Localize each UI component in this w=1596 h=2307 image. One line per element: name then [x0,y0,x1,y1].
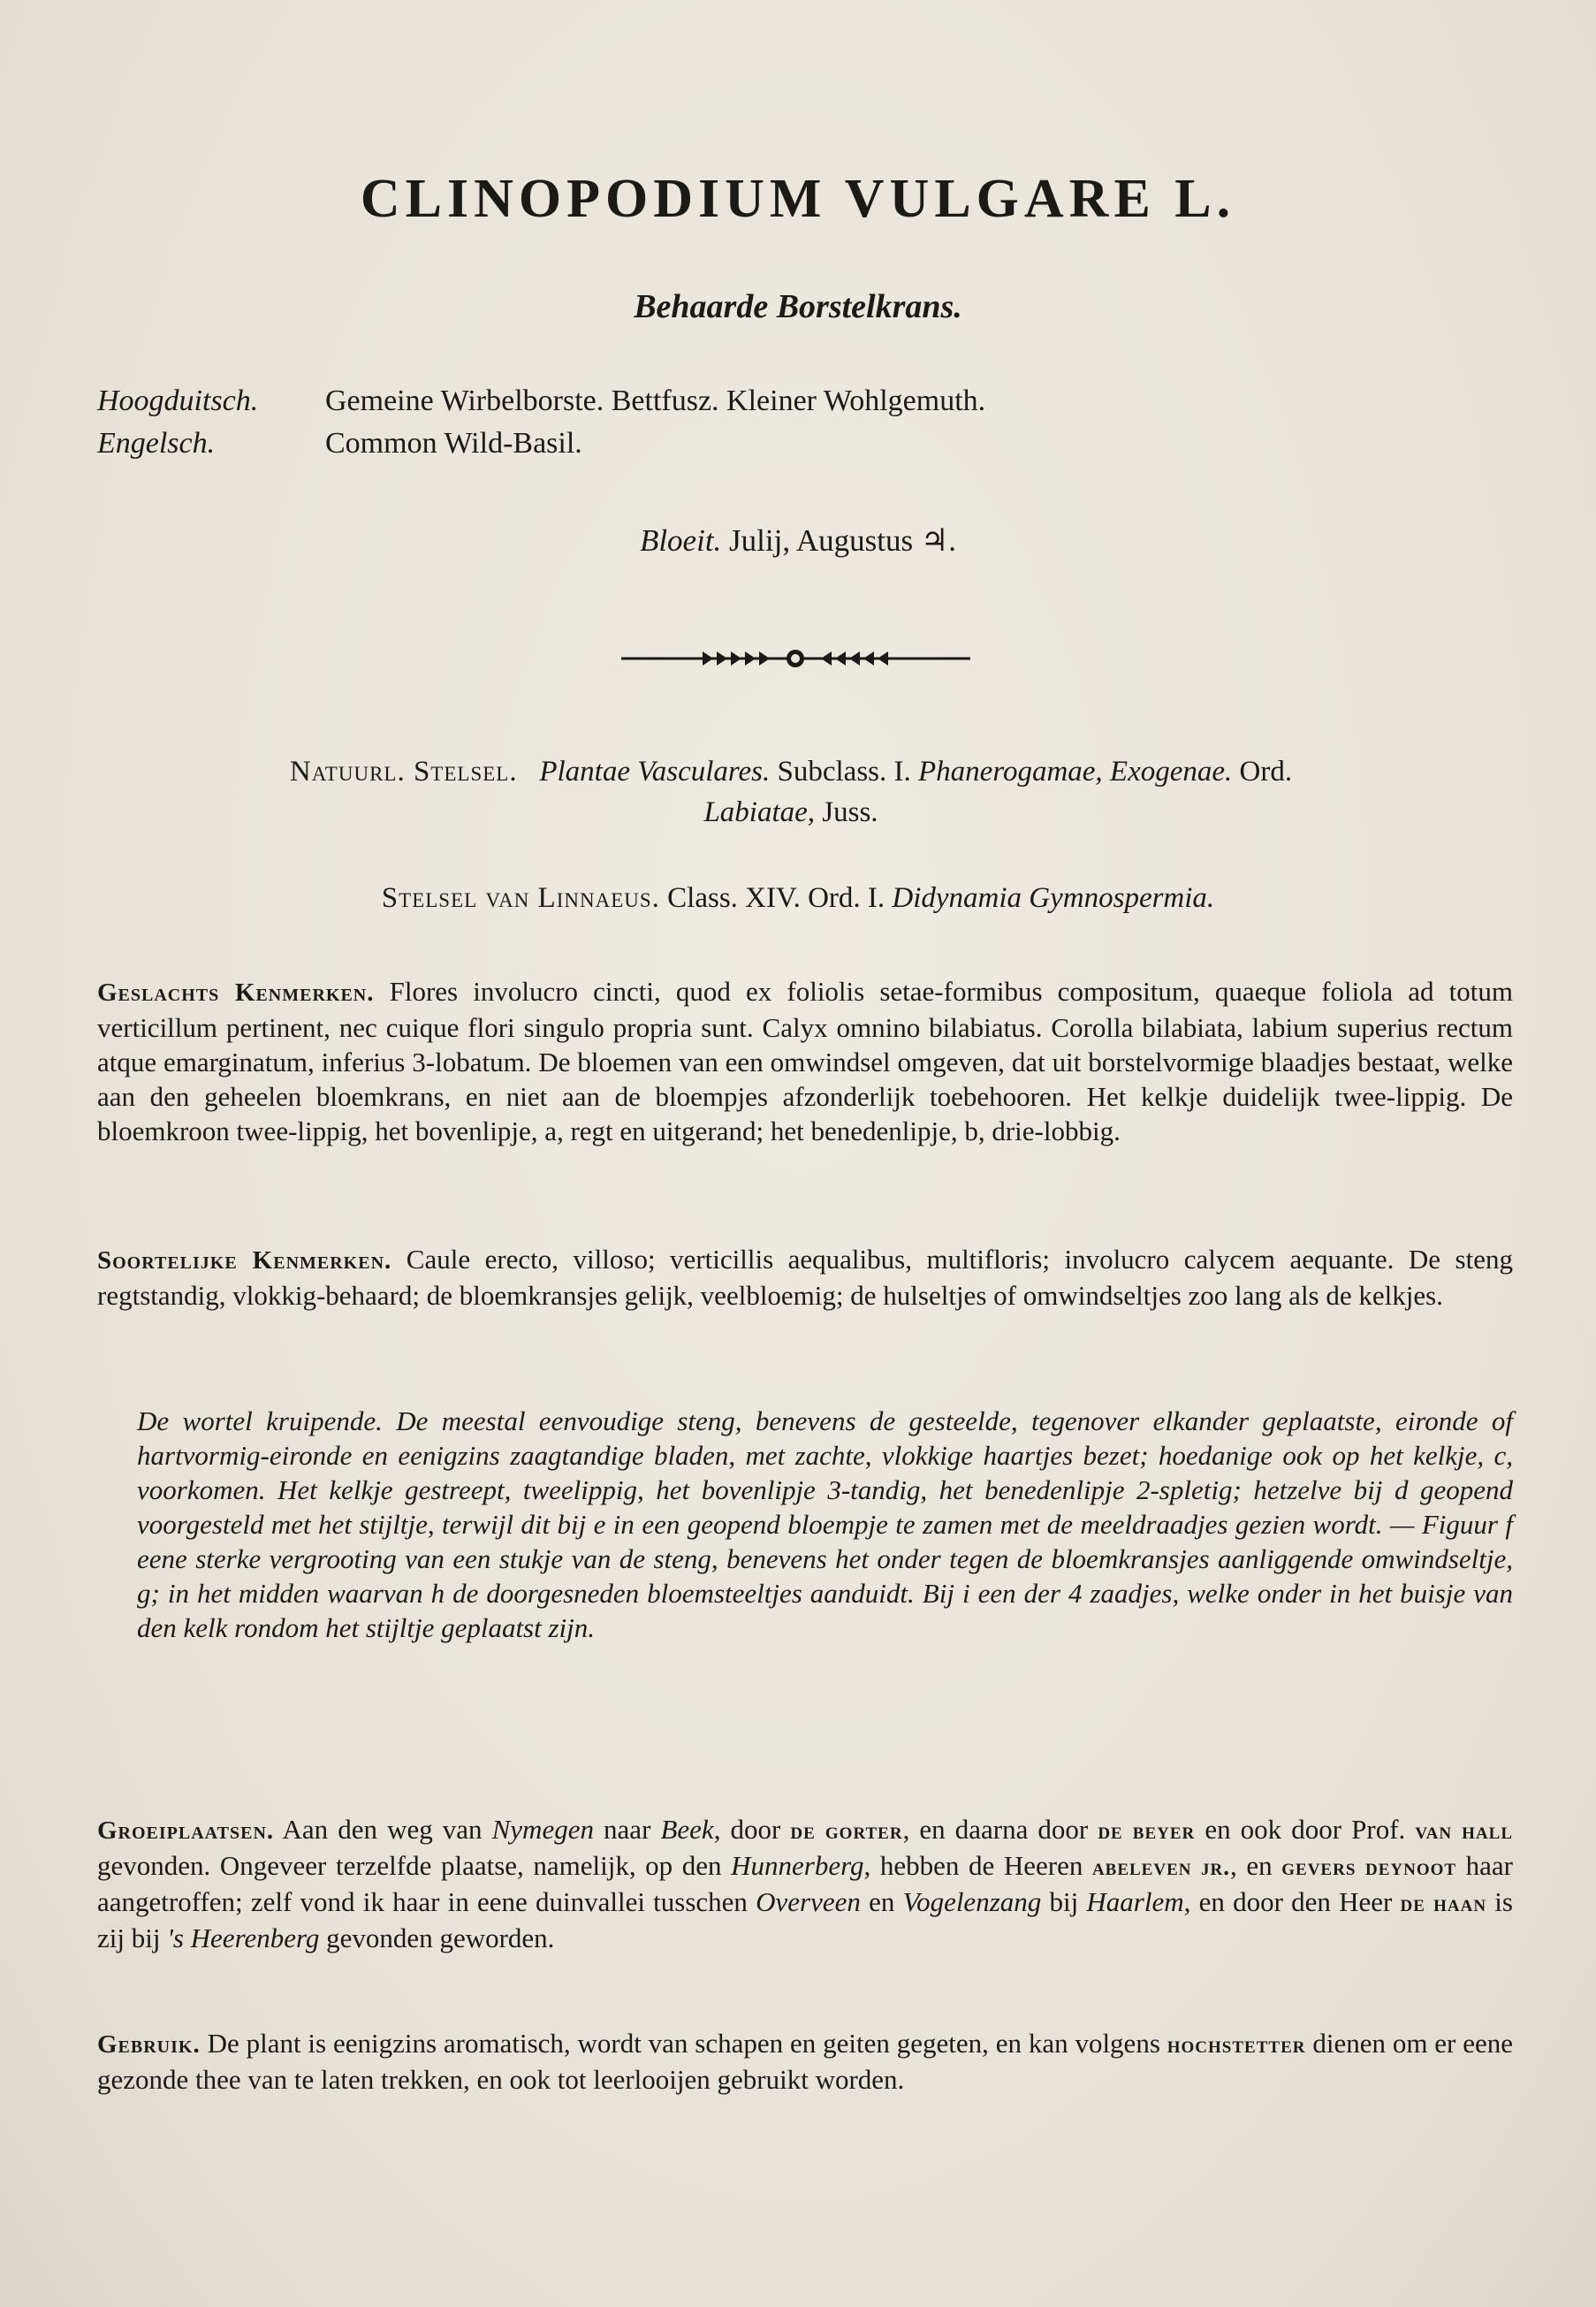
dutch-common-name: Behaarde Borstelkrans. [634,288,962,325]
text: , hebben de Heeren [863,1850,1092,1881]
place-name: Overveen [756,1886,861,1917]
system-text: Plantae Vasculares. [539,756,771,788]
person-name: de gorter [790,1817,903,1844]
text: en ook door Prof. [1195,1814,1416,1845]
use-section [97,2026,1513,2097]
text: dienen om er eene gezonde thee van te laten trekken, en ook tot leerlooijen gebruikt worden. [97,2028,1514,2095]
person-name: hochstetter [1167,2031,1306,2058]
paragraph-text: Flores involucro cincti, quod ex foliolis setae-formibus compositum, quaeque foliola ad totum verticillum pertinent, nec cuique flori singulo propria sunt. Calyx omnino bilabiatus. Corolla bilabiata, labium superius rectum atque emarginatum, inferius 3-lobatum. De bloemen van een omwindsel omgeven, dat uit borstelvormige blaadjes bestaat, welke aan den geheelen bloemkrans, en niet aan de bloempjes afzonderlijk toebehooren. Het kelkje duidelijk twee-lippig. De bloemkroon twee-lippig, het bovenlipje, a, regt en uitgerand; het benedenlipje, b, drie-lobbig. [97,976,1513,1146]
text: gevonden geworden. [319,1922,555,1953]
bloom-text: Julij, Augustus ♃. [729,523,957,558]
section-label: Soortelijke Kenmerken. [97,1246,392,1275]
text: , en door den Heer [1183,1886,1401,1917]
name-text: Common Wild-Basil. [325,427,582,460]
section-label: Groeiplaatsen. [97,1816,275,1845]
place-name: Beek [660,1814,714,1845]
system-text: Didynamia Gymnospermia. [892,882,1215,914]
habitat-section [97,1812,1513,1955]
section-label: Gebruik. [97,2030,201,2059]
text: De plant is eenigzins aromatisch, wordt van schapen en geiten gegeten, en kan volgens [200,2028,1167,2059]
system-text: Subclass. I. [770,756,919,788]
plant-description: De wortel kruipende. De meestal eenvoudige steng, benevens de gesteelde, tegenover elkander geplaatste, eironde of hartvormig-eironde en eenigzins zaagtandige bladen, met zachte, vlokkige haartjes bezet; hoedanige ook op het kelkje, c, voorkomen. Het kelkje gestreept, tweelippig, het bovenlipje 3-tandig, het benedenlipje 2-spletig; hetzelve bij d geopend voorgesteld met het stijltje, terwijl dit bij e in een geopend bloempje te zamen met de meeldraadjes gezien wordt. — Figuur f eene sterke vergrooting van een stukje van de steng, benevens het onder tegen de bloemkransjes aanliggende omwindseltje, g; in het midden waarvan h de doorgesneden bloemsteeltjes aanduidt. Bij i een der 4 zaadjes, welke onder in het buisje van den kelk rondom het stijltje geplaatst zijn. [137,1405,1513,1643]
place-name: Vogelenzang [902,1886,1042,1917]
place-name: Hunnerberg [731,1850,864,1881]
species-characteristics [97,1242,1513,1313]
text: is zij bij [97,1886,1513,1953]
text: gevonden. Ongeveer terzelfde plaatse, namelijk, op den [97,1850,732,1881]
text: , en [1230,1850,1282,1881]
natural-system [119,751,1463,833]
text: , door [713,1814,791,1845]
linnaeus-system [0,882,1596,915]
paragraph-text: Caule erecto, villoso; verticillis aequalibus, multifloris; involucro calycem aequante. De steng regtstandig, vlokkig-behaard; de bloemkransjes gelijk, veelbloemig; de hulseltjes of omwindseltjes zoo lang als de kelkjes. [97,1244,1513,1311]
ornament-divider [621,647,970,670]
text: haar aangetroffen; zelf vond ik haar in eene duinvallei tusschen [97,1850,1514,1917]
place-name: Nymegen [491,1814,594,1845]
system-text: Class. XIV. Ord. I. [659,882,893,914]
species-title: CLINOPODIUM VULGARE L. [360,169,1236,229]
system-text: Labiatae, [703,796,816,828]
section-label: Natuurl. Stelsel. [289,756,518,788]
person-name: de haan [1400,1890,1487,1916]
bloom-label: Bloeit. [639,523,722,558]
foreign-names [97,380,985,465]
place-name: Haarlem [1086,1886,1184,1917]
text: naar [593,1814,661,1845]
language-label: Engelsch. [97,427,216,460]
person-name: van hall [1415,1817,1514,1844]
person-name: gevers deynoot [1281,1854,1457,1880]
text: en [860,1886,903,1917]
genus-characteristics [97,974,1513,1148]
name-text: Gemeine Wirbelborste. Bettfusz. Kleiner Wohlgemuth. [325,384,986,417]
person-name: de beyer [1098,1817,1196,1844]
text: bij [1041,1886,1087,1917]
text: Aan den weg van [274,1814,492,1845]
system-text: Phanerogamae, Exogenae. [918,756,1233,788]
name-row-german [97,380,985,423]
language-label: Hoogduitsch. [97,384,259,417]
section-label: Stelsel van Linnaeus. [381,882,660,914]
section-label: Geslachts Kenmerken. [97,978,375,1007]
flowering-period [0,523,1596,559]
text: , en daarna door [902,1814,1098,1845]
system-text: Ord. [1232,756,1293,788]
name-row-english [97,423,985,465]
place-name: 's Heerenberg [167,1922,320,1953]
person-name: abeleven jr. [1091,1854,1231,1880]
system-text: Juss. [815,796,878,828]
